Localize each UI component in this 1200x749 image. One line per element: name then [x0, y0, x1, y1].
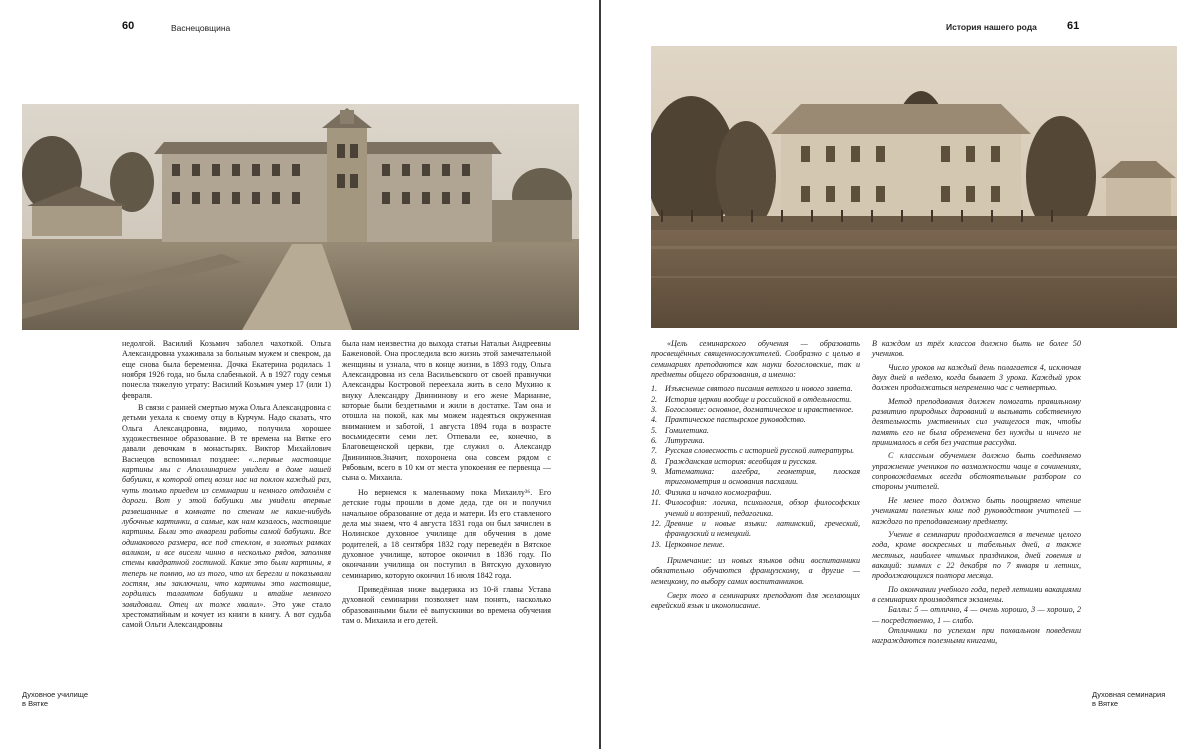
text-column-2 — [872, 339, 1081, 647]
school-photo — [22, 104, 579, 330]
list-number: 7. — [651, 446, 658, 456]
list-number: 3. — [651, 405, 658, 415]
subject-list-item — [651, 436, 860, 446]
photo-caption: Духовная семинария в Вятке — [1092, 690, 1166, 708]
list-text: История церкви вообще и российской в отдельности. — [665, 394, 852, 404]
paragraph: Сверх того в семинариях преподают для желающих еврейский язык и иконописание. — [651, 590, 860, 611]
paragraph: Метод преподавания должен помогать правильному развитию природных дарований и вызывать собственную деятельность умственных сил учащегося так, чтобы память его не была обременена без нужды и ничего не принималось в себя без участия рассудка. — [872, 396, 1081, 448]
building-photo-icon — [651, 46, 1177, 328]
list-text: Литургика. — [665, 436, 705, 446]
text-column-1 — [651, 339, 860, 612]
list-text: Философия: логика, психология, обзор философских учений и воззрений, педагогика. — [665, 498, 860, 518]
list-text: Физика и начало космографии. — [665, 487, 772, 497]
page-number: 60 — [122, 20, 135, 32]
subject-list-item — [651, 395, 860, 405]
subject-list-item — [651, 519, 860, 540]
list-text: Изъяснение святого писания ветхого и нового завета. — [665, 384, 853, 394]
right-page — [601, 0, 1200, 749]
subject-list-item — [651, 405, 860, 415]
paragraph: Приведённая ниже выдержка из 10-й главы Устава духовной семинарии позволяет нам понять, насколько образованными были её выпускники во времена обучения там о. Михаила и его детей. — [342, 584, 551, 625]
paragraph: Баллы: 5 — отлично, 4 — очень хорошо, 3 — хорошо, 2 — посредственно, 1 — слабо. — [872, 605, 1081, 625]
paragraph: недолгой. Василий Козьмич заболел чахоткой. Ольга Александровна ухаживала за больным мужем и свекром, да еще снова была беременна. Дочка Екатерина родилась 1 ноября 1926 года, но была слабенькой. А в 1927 году семья понесла тяжелую утрату: Василий Козьмич умер 17 (или 1) февраля. — [122, 339, 331, 400]
paragraph: В связи с ранней смертью мужа Ольга Александровна с детьми уехала к своему отцу в Курчум. Надо сказать, что Ольга Александровна, видимо, получила хорошее художественное образование. В те времена на Вятке его давали девочкам в монастырях. Виктор Михайлович Васнецов вспоминал позднее: «...первые настоящие картины мы с Аполлинарием увидели в доме нашей бабушки, к которой отец возил нас на поклон каждый раз, чуть только приедем из семинарии и немного отдохнём с дороги. Вот у этой бабушки мы увидели впервые развешанные в комнате по стенам не какие-нибудь лубочные картинки, а самые, как нам казалось, настоящие картины. Были это акварели работы самой бабушки. Все одинакового размера, все под стеклом, в золотых рамках валиком, и все висели чинно в несколько рядов, заполняя стены квадратной гостиной. Какие это были картины, я теперь не помню, но из того, что их берегли и показывали гостям, мы заключили, что картины это настоящие, гордились талантом бабушки и втайне немного завидовали. Отец их тоже хвалил». Это уже стало хрестоматийным и кочует из книги в книгу. А вот судьба самой Ольги Александровны — [122, 403, 331, 630]
page-number: 61 — [1067, 20, 1080, 32]
subject-list-item — [651, 540, 860, 550]
list-number: 13. — [651, 539, 662, 549]
photo-caption: Духовное училище в Вятке — [22, 690, 89, 708]
subject-list-item — [651, 426, 860, 436]
list-number: 1. — [651, 384, 658, 394]
paragraph: «Цель семинарского обучения — образовать просвещённых священнослужителей. Сообразно с целью в семинариях преподаются как науки богословские, так и предметы общего образования, а именно: — [651, 339, 860, 380]
list-number: 9. — [651, 467, 658, 477]
list-text: Гражданская история: всеобщая и русская. — [665, 456, 818, 466]
list-text: Гомилетика. — [665, 425, 709, 435]
building-photo-icon — [22, 104, 579, 330]
subject-list-item — [651, 415, 860, 425]
list-text: Математика: алгебра, геометрия, плоская тригонометрия и основания пасхалии. — [665, 467, 860, 487]
seminary-photo — [651, 46, 1177, 328]
paragraph: В каждом из трёх классов должно быть не более 50 учеников. — [872, 339, 1081, 359]
subject-list-item — [651, 467, 860, 488]
paragraph: По окончании учебного года, перед летними вакациями в семинариях производятся экзамены. — [872, 584, 1081, 604]
list-number: 10. — [651, 487, 662, 497]
quote: «...первые настоящие картины мы с Аполлинарием увидели в доме нашей бабушки, к которой отец возил нас на поклон каждый раз, чуть только приедем из семинарии и немного отдохнём с дороги. Вот у этой бабушки мы увидели впервые развешанные в комнате по стенам не какие-нибудь лубочные картинки, а самые, как нам казалось, настоящие картины. Были это акварели работы самой бабушки. Все одинакового размера, все под стеклом, в золотых рамках валиком, и все висели чинно в несколько рядов, заполняя стены квадратной гостиной. Какие это были картины, я теперь не помню, но из того, что их берегли и показывали гостям, мы заключили, что картины это настоящие, гордились талантом бабушки и втайне немного завидовали. Отец их тоже хвалил». — [122, 454, 331, 609]
paragraph: Но вернемся к маленькому пока Михаилу³⁶. Его детские годы прошли в доме деда, где он и получил начальное образование от деда и матери. Из его ставленого дела мы знаем, что 4 августа 1831 года он был зачислен в Нолинское духовное училище для обучения в доме родителей, а 18 сентября 1832 году переведён в Вятское духовное училище, которое окончил в 1836 году. По окончании училища он поступил в Вятскую духовную семинарию, которую окончил 16 июля 1842 года. — [342, 487, 551, 580]
left-page — [0, 0, 599, 749]
text-column-1 — [122, 339, 331, 631]
subject-list — [651, 384, 860, 550]
list-number: 2. — [651, 394, 658, 404]
list-number: 4. — [651, 415, 658, 425]
list-text: Древние и новые языки: латинский, греческий, французский и немецкий. — [665, 518, 860, 539]
paragraph: Число уроков на каждый день полагается 4, исключая двух дней в неделю, когда бывает 3 урока. Каждый урок должен продолжаться непременно час с четвертью. — [872, 362, 1081, 393]
running-head: Васнецовщина — [171, 23, 231, 33]
list-number: 6. — [651, 436, 658, 446]
list-number: 12. — [651, 518, 662, 528]
paragraph: Отличники по успехам при похвальном поведении награждаются полезными книгами, — [872, 625, 1081, 646]
list-number: 5. — [651, 425, 658, 435]
subject-list-item — [651, 488, 860, 498]
list-number: 8. — [651, 456, 658, 466]
subject-list-item — [651, 457, 860, 467]
paragraph: Не менее того должно быть поощряемо чтение учениками полезных книг под руководством учителей — каждого по преподаваемому предмету. — [872, 495, 1081, 526]
paragraph: С классным обучением должно быть соединяемо упражнение учеников по возможности чаще в сочинениях, сопровождаемых всегда обстоятельным разбором со стороны учителей. — [872, 451, 1081, 492]
paragraph: Учение в семинарии продолжается в течение целого года, кроме воскресных и табельных дней, а также местных, наиболее чтимых праздников, дней говения и вакаций: зимних с 22 декабря по 7 января и летних, продолжающихся полтора месяца. — [872, 529, 1081, 581]
paragraph: была нам неизвестна до выхода статьи Натальи Андреевны Баженовой. Она проследила всю жизнь этой замечательной женщины и узнала, что в конце жизни, в 1893 году, Ольга Александровна из села Васильевского от своей правнучки Александры Костровой переехала жить в село Мухино к внуку Александру Двининнову и его жене Марианне, которые были бездетными и жили в достатке. Там она и отошла на покой, как мы можем надеяться окруженная вниманием и заботой, 1 августа 1894 года в возрасте восьмидесяти семи лет. Отпевали ее, конечно, в Благовещенской церкви, где служил о. Александр Двининнов.Значит, похоронена она совсем рядом с Рябовым, всего в 10 км от места упокоения ее первенца — сына о. Михаила. — [342, 339, 551, 483]
list-text: Богословие: основное, догматическое и нравственное. — [665, 405, 854, 415]
subject-list-item — [651, 446, 860, 456]
running-head: История нашего рода — [946, 22, 1037, 32]
subject-list-item — [651, 498, 860, 519]
list-number: 11. — [651, 498, 661, 508]
text-column-2 — [342, 339, 551, 626]
subject-list-item — [651, 384, 860, 394]
list-text: Практическое пастырское руководство. — [665, 415, 806, 425]
note-paragraph: Примечание: из новых языков одни воспитанники обязательно обучаются французскому, а другие — немецкому, по выбору самих воспитанников. — [651, 555, 860, 586]
list-text: Церковное пение. — [665, 539, 725, 549]
list-text: Русская словесность с историей русской литературы. — [665, 446, 855, 456]
